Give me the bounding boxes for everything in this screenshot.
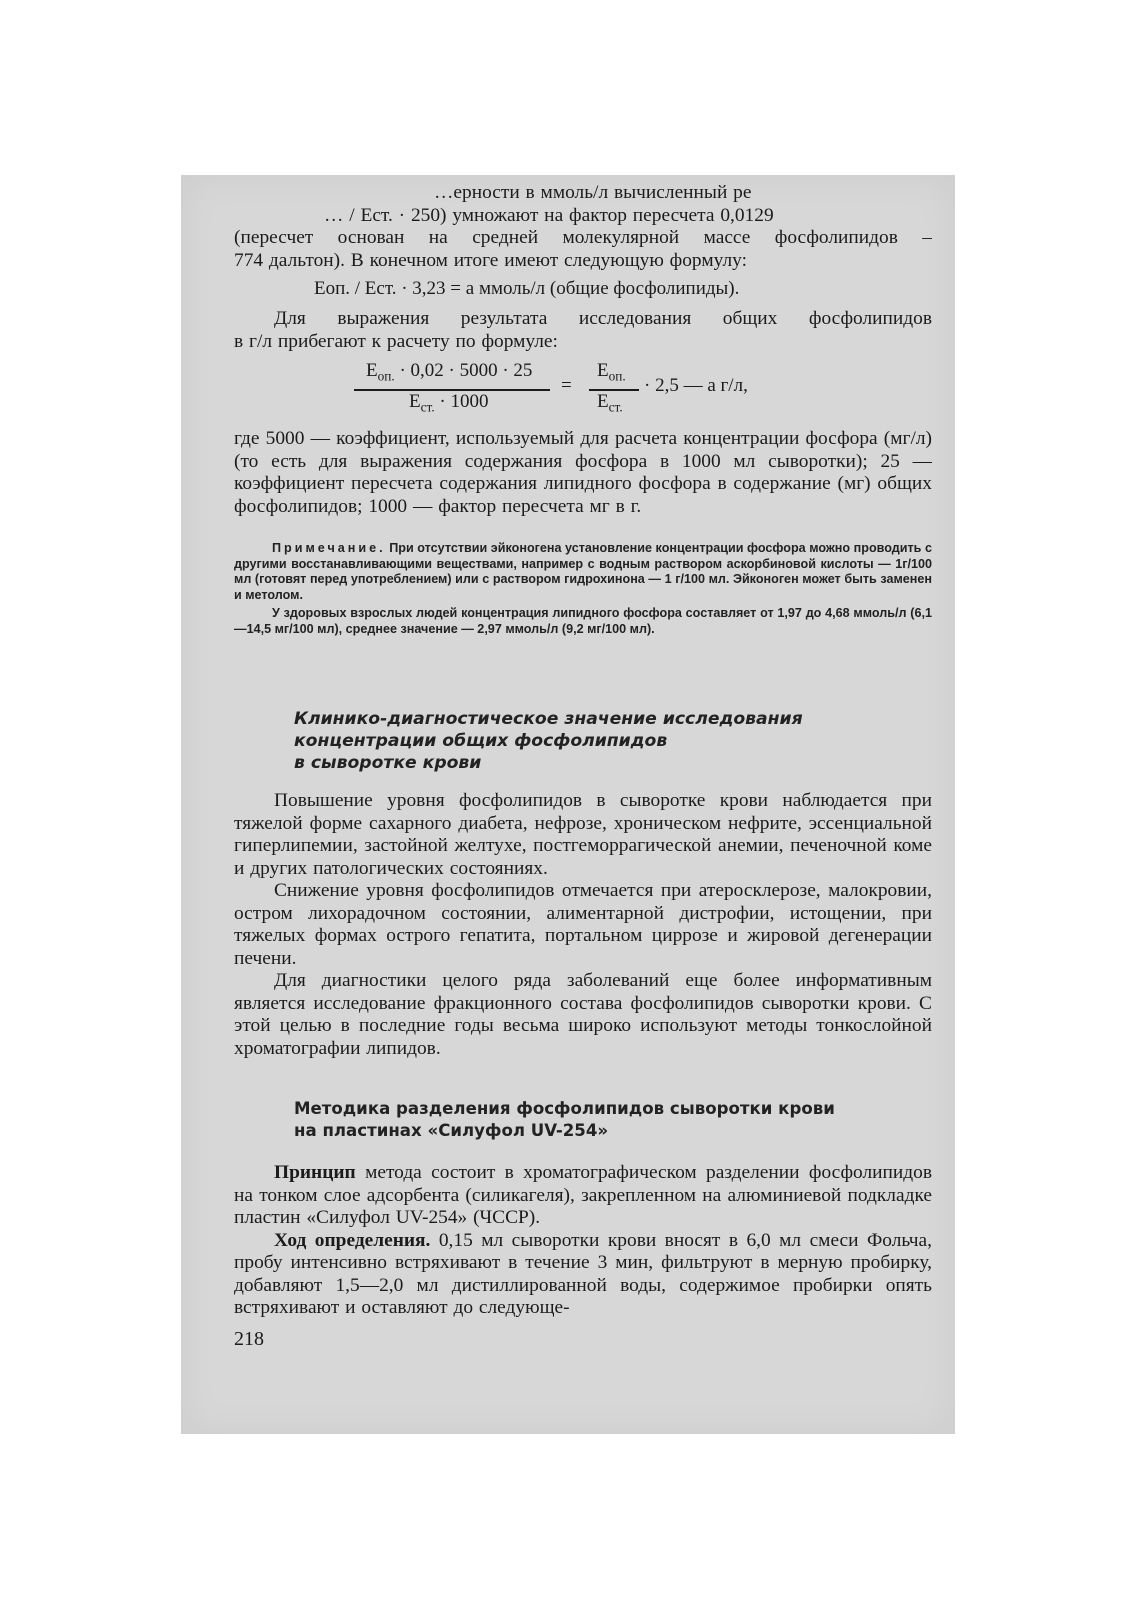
paragraph-gl [234,308,932,353]
norm-text: У здоровых взрослых людей концентрация липидного фосфора составляет от 1,97 до 4,68 ммоль/л (6,1—14,5 мг/100 мл), среднее значение — 2,97 ммоль/л (9,2 мг/100 мл). [234,606,932,636]
clinical-paragraph-3: Для диагностики целого ряда заболеваний еще более информативным является исследование фракционного состава фосфолипидов сыворотки крови. С этой целью в последние годы весьма широко используют методы тонкослойной хроматографии липидов. [234,970,932,1059]
heading-clinical-line-1: Клинико-диагностическое значение исследования [294,709,803,729]
fraction-2-denominator: $E_{ст.}$ [597,391,623,415]
course-label: Ход определения. [274,1229,431,1251]
principle-label: Принцип [274,1162,356,1183]
top-line-1: …ерности в ммоль/л вычисленный ре [434,182,752,203]
page-number: 218 [234,1328,264,1350]
clinical-section [234,790,932,1060]
paragraph-gl-line-2: в г/л прибегают к расчету по формуле: [234,330,558,352]
fraction-2-numerator: $E_{оп.}$ [597,360,626,384]
principle-paragraph [234,1162,932,1230]
note-block [234,541,932,638]
top-line-3: (пересчет основан на средней молекулярной массе фосфолипидов – [234,227,932,248]
formula-equals: = [561,375,572,396]
paragraph-gl-line-1: Для выражения результата исследования общих фосфолипидов [274,308,932,329]
clinical-paragraph-1: Повышение уровня фосфолипидов в сыворотке крови наблюдается при тяжелой форме сахарного диабета, нефрозе, хроническом нефрите, эссенциальной гиперлипемии, застойной желтухе, постгеморрагической анемии, печеночной коме и других патологических состояниях. [234,790,932,879]
formula-mmol: Eоп. / Eст. · 3,23 = a ммоль/л (общие фосфолипиды). [314,278,740,299]
course-paragraph [234,1230,932,1320]
principle-text: метода состоит в хроматографическом разделении фосфолипидов на тонком слое адсорбента (силикагеля), закрепленном на алюминиевой подкладке пластин «Силуфол UV-254» (ЧССР). [234,1162,932,1228]
course-text: 0,15 мл сыворотки крови вносят в 6,0 мл смеси Фольча, пробу интенсивно встряхивают в течение 3 мин, фильтруют в мерную пробирку, добавляют 1,5—2,0 мл дистиллированной воды, содержимое пробирки опять встряхивают и оставляют до следующе- [234,1229,932,1318]
heading-clinical-line-2: концентрации общих фосфолипидов [294,731,668,751]
note-label: Примечание. [272,541,386,555]
top-line-4: 774 дальтон). В конечном итоге имеют следующую формулу: [234,249,747,271]
fraction-1-numerator: $E_{оп.} \cdot 0,02 \cdot 5000 \cdot 25$ [366,360,533,384]
top-line-2: … / Eст. · 250) умножают на фактор пересчета 0,0129 [324,204,774,226]
heading-clinical-line-3: в сыворотке крови [294,753,482,773]
top-cut-text [234,182,932,272]
book-page [234,178,932,1418]
explanation [234,428,932,518]
method-section [234,1162,932,1320]
heading-clinical [294,708,914,774]
heading-method-line-1: Методика разделения фосфолипидов сыворотки крови [294,1099,835,1118]
clinical-paragraph-2: Снижение уровня фосфолипидов отмечается при атеросклерозе, малокровии, остром лихорадочном состоянии, алиментарной дистрофии, истощении, при тяжелых формах острого гепатита, портальном циррозе и жировой дегенерации печени. [234,880,932,969]
heading-method [294,1098,924,1142]
explanation-text: где 5000 — коэффициент, используемый для расчета концентрации фосфора (мг/л) (то есть для выражения содержания фосфора в 1000 мл сыворотки); 25 — коэффициент пересчета содержания липидного фосфора в содержание (мг) общих фосфолипидов; 1000 — фактор пересчета мг в г. [234,428,932,517]
heading-method-line-2: на пластинах «Силуфол UV-254» [294,1121,609,1140]
note-text [234,541,932,603]
note-body: При отсутствии эйконогена установление концентрации фосфора можно проводить с другими восстанавливающими веществами, например с водным раствором аскорбиновой кислоты — 1г/100 мл (готовят перед употреблением) или с раствором гидрохинона — 1 г/100 мл. Эйконоген может быть заменен и метолом. [234,541,932,602]
formula-tail: · 2,5 — a г/л, [644,375,748,396]
fraction-1-denominator: $E_{ст.} \cdot 1000$ [409,391,489,415]
